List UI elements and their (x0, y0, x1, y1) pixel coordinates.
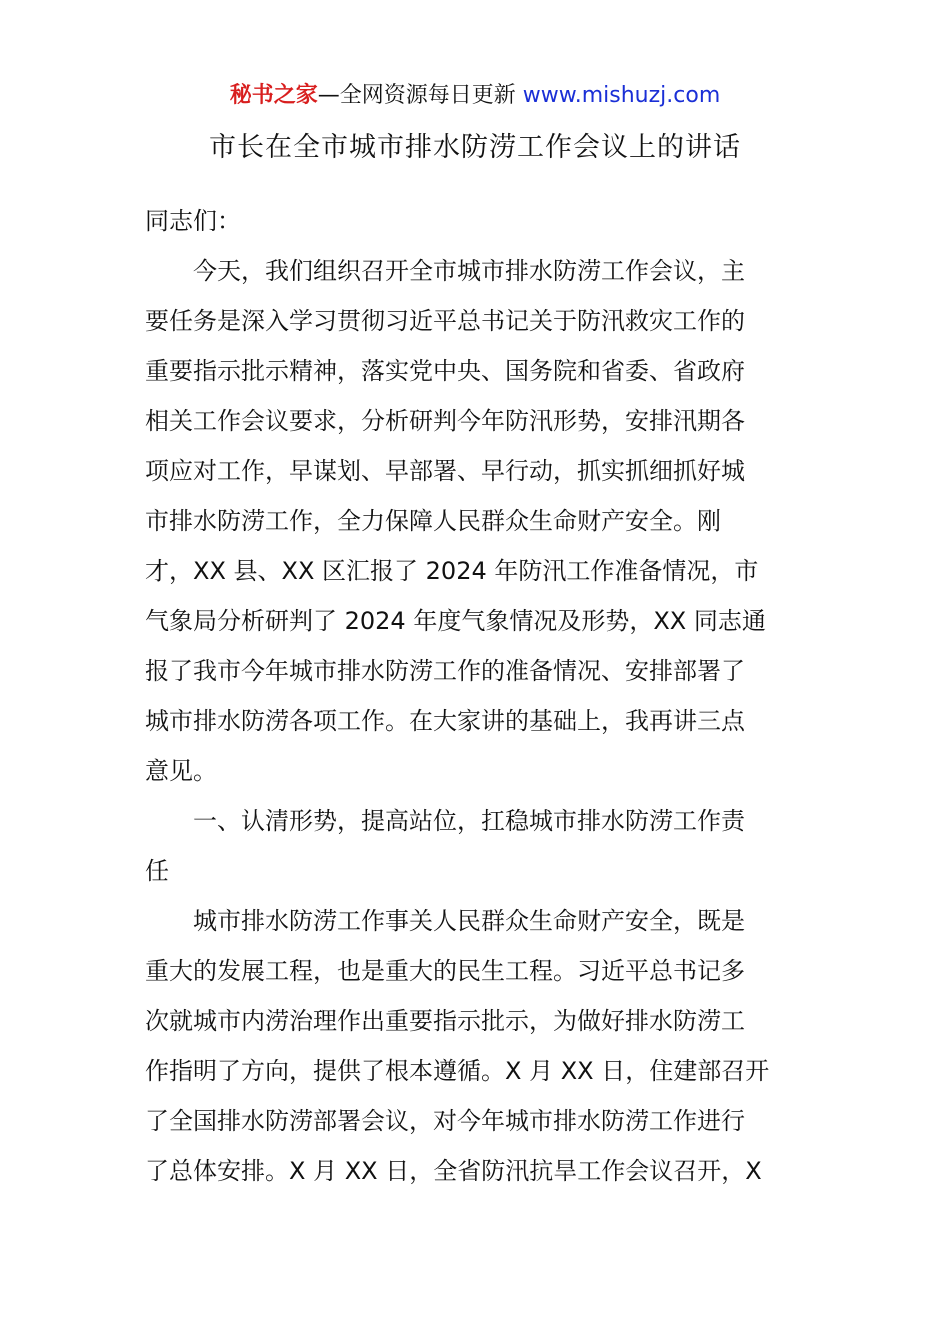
section-heading-line: 任 (145, 857, 169, 885)
paragraph-line: 项应对工作，早谋划、早部署、早行动，抓实抓细抓好城 (145, 457, 745, 485)
document-title: 市长在全市城市排水防涝工作会议上的讲话 (209, 132, 741, 163)
paragraph-line: 要任务是深入学习贯彻习近平总书记关于防汛救灾工作的 (145, 307, 745, 335)
paragraph-line: 城市排水防涝工作事关人民群众生命财产安全，既是 (193, 907, 745, 935)
paragraph-line: 次就城市内涝治理作出重要指示批示，为做好排水防涝工 (145, 1007, 745, 1035)
paragraph-line: 才，XX 县、XX 区汇报了 2024 年防汛工作准备情况，市 (145, 557, 759, 585)
paragraph-line: 城市排水防涝各项工作。在大家讲的基础上，我再讲三点 (145, 707, 745, 735)
paragraph-line: 相关工作会议要求，分析研判今年防汛形势，安排汛期各 (145, 407, 745, 435)
site-brand: 秘书之家 (229, 83, 318, 108)
paragraph-line: 重要指示批示精神，落实党中央、国务院和省委、省政府 (145, 357, 745, 385)
site-url-link[interactable]: www.mishuzj.com (522, 83, 721, 108)
paragraph-line: 作指明了方向，提供了根本遵循。X 月 XX 日，住建部召开 (145, 1057, 770, 1085)
paragraph-line: 市排水防涝工作，全力保障人民群众生命财产安全。刚 (145, 507, 721, 535)
paragraph-line: 意见。 (145, 757, 217, 785)
document-body (145, 196, 810, 1196)
paragraph-line: 了全国排水防涝部署会议，对今年城市排水防涝工作进行 (145, 1107, 745, 1135)
paragraph-line: 报了我市今年城市排水防涝工作的准备情况、安排部署了 (145, 657, 745, 685)
site-header (0, 78, 950, 114)
site-slogan: —全网资源每日更新 (317, 83, 516, 108)
paragraph-line: 气象局分析研判了 2024 年度气象情况及形势，XX 同志通 (145, 607, 766, 635)
paragraph-line: 重大的发展工程，也是重大的民生工程。习近平总书记多 (145, 957, 745, 985)
section-heading-line: 一、认清形势，提高站位，扛稳城市排水防涝工作责 (193, 807, 745, 835)
salutation: 同志们： (145, 207, 241, 235)
paragraph-line: 了总体安排。X 月 XX 日，全省防汛抗旱工作会议召开，X (145, 1157, 762, 1185)
paragraph-line: 今天，我们组织召开全市城市排水防涝工作会议，主 (193, 257, 745, 285)
